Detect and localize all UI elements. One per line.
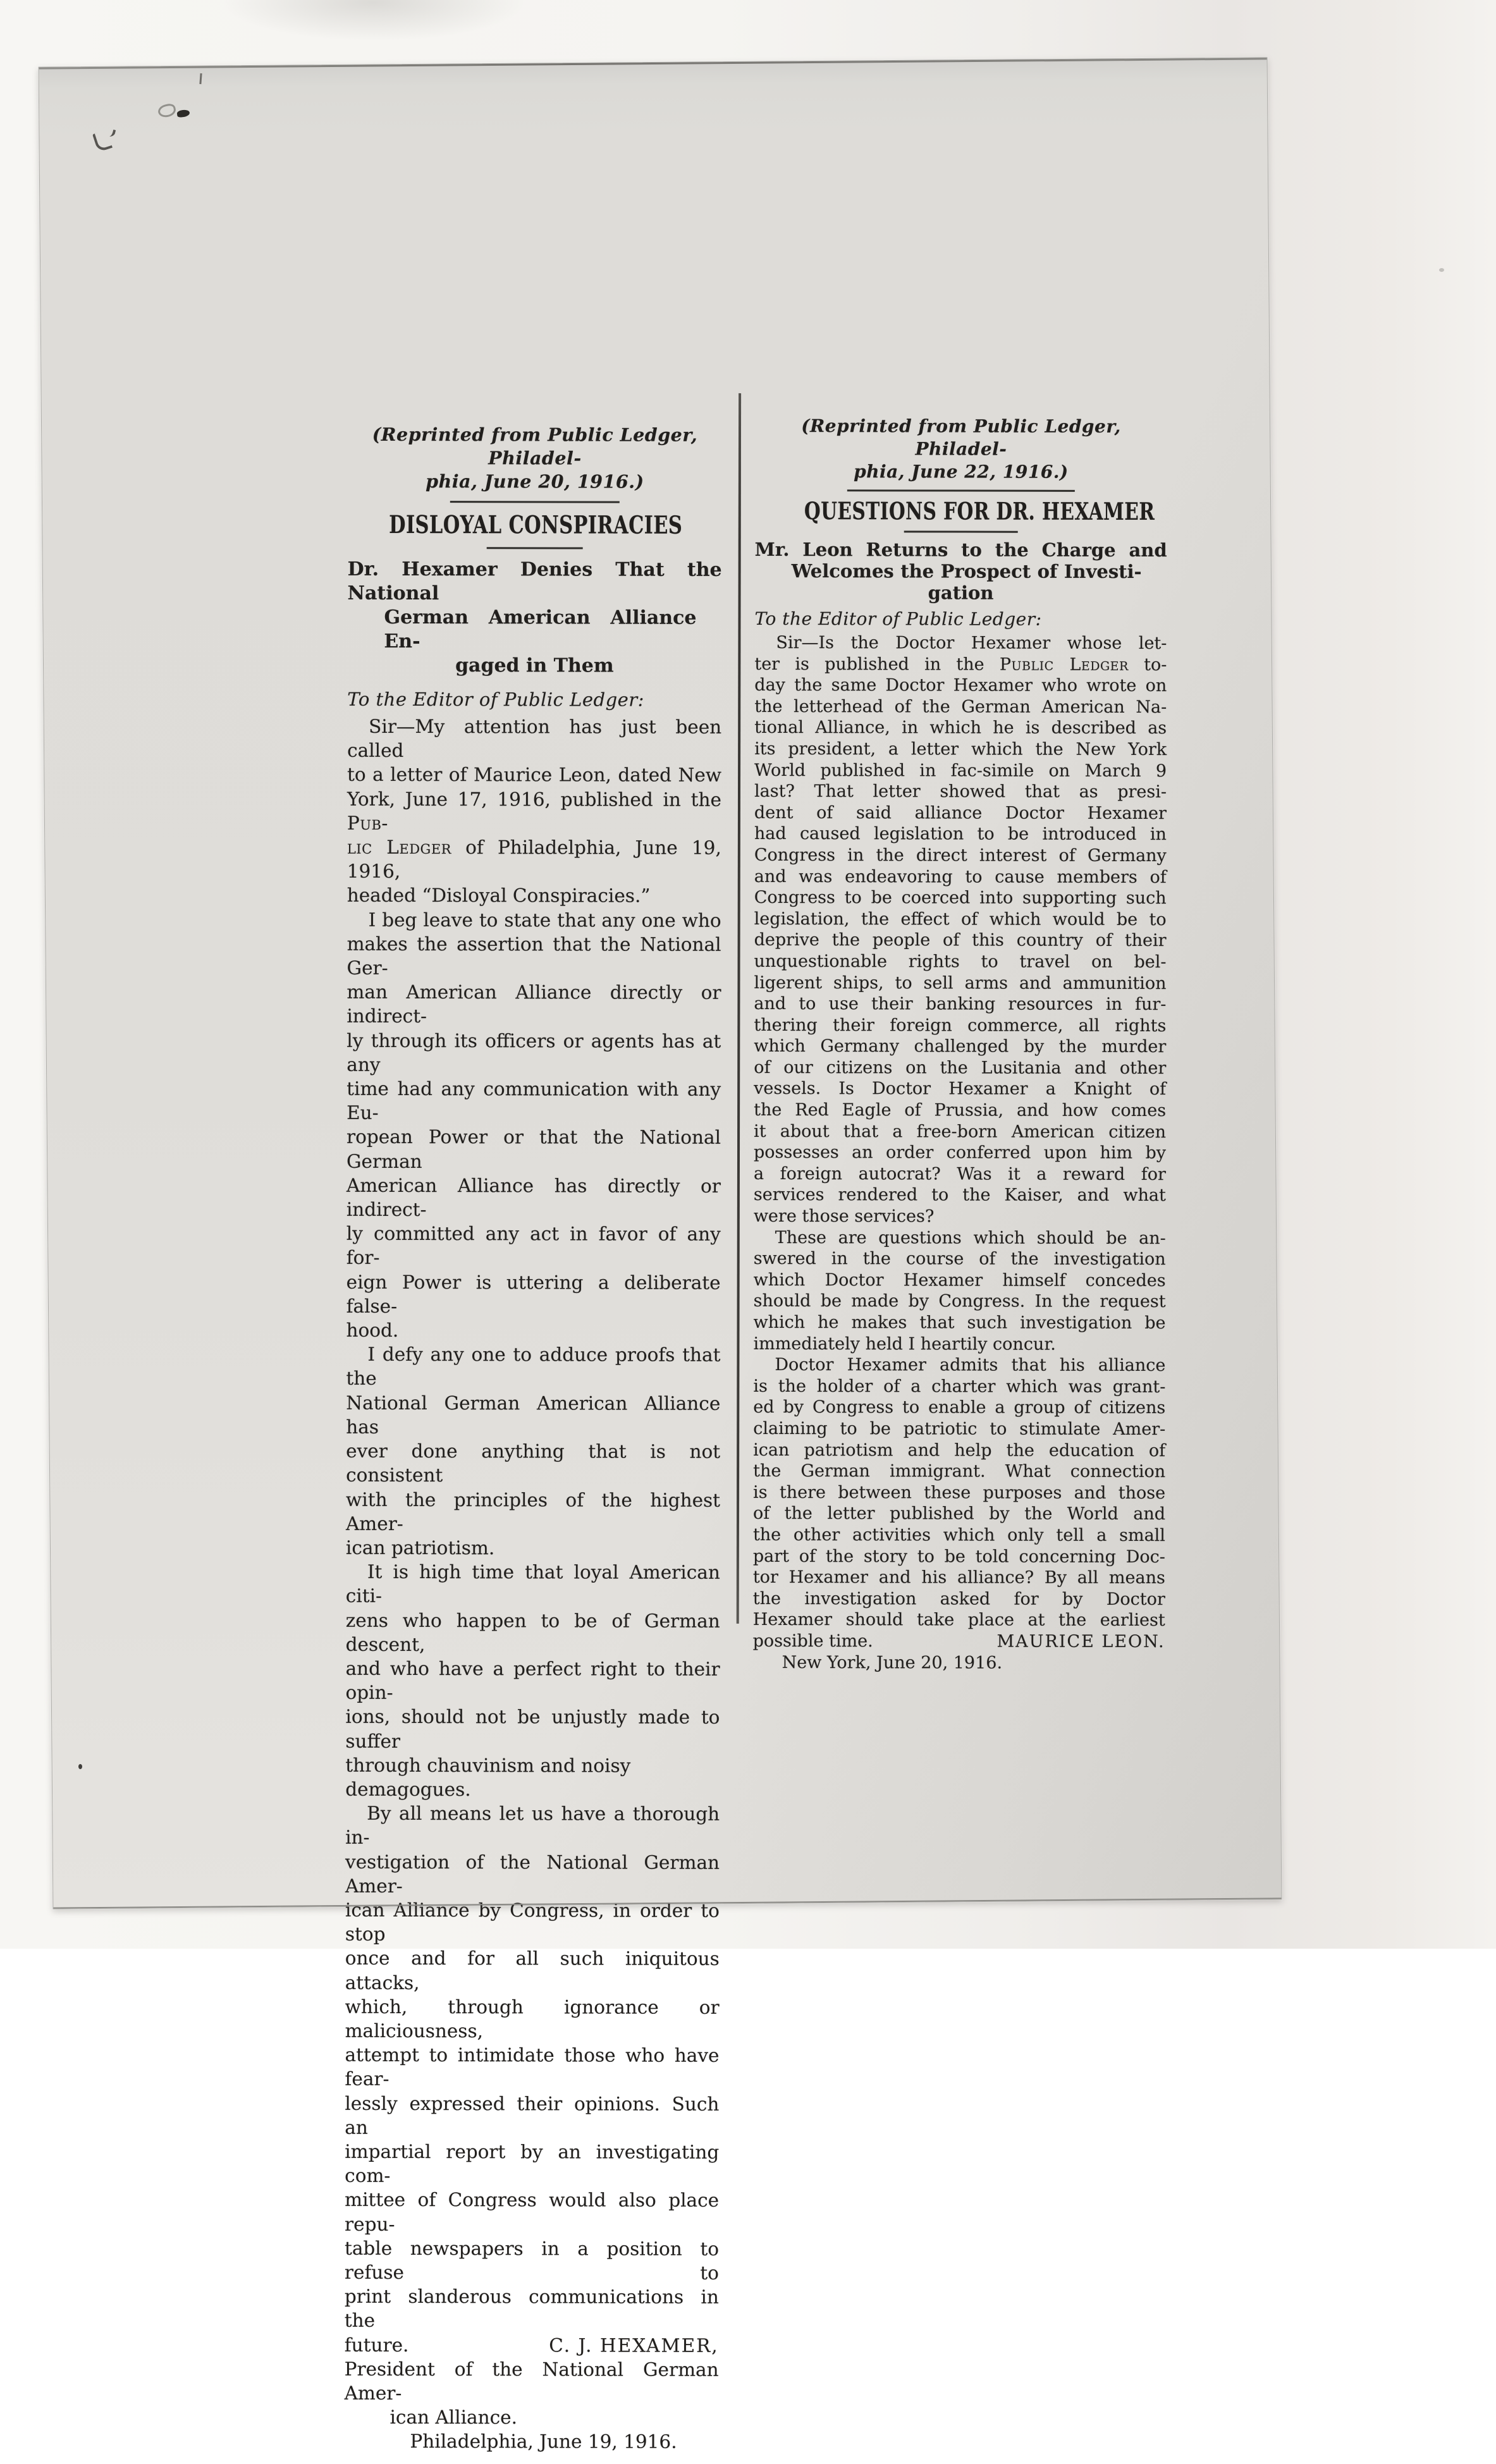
- text-line: which Germany challenged by the murder: [754, 1036, 1167, 1057]
- text-line: possible time. MAURICE LEON.: [752, 1631, 1165, 1652]
- text-line: table newspapers in a position to refuse to: [344, 2237, 720, 2284]
- text-line: hood.: [346, 1319, 399, 1342]
- text-line: New York, June 20, 1916.: [782, 1652, 1003, 1673]
- text-line: possesses an order conferred upon him by: [753, 1143, 1167, 1163]
- text-line: It is high time that loyal American citi-: [345, 1561, 720, 1607]
- text-line: and to use their banking resources in fur-: [754, 994, 1167, 1015]
- text-line: which Doctor Hexamer himself concedes: [753, 1270, 1166, 1290]
- text-line: should be made by Congress. In the request: [753, 1291, 1166, 1312]
- text-line: gation: [928, 582, 994, 604]
- text-line: of our citizens on the Lusitania and other: [754, 1057, 1167, 1078]
- reprint-note: [348, 423, 722, 494]
- text-line: impartial report by an investigating com-: [345, 2140, 720, 2187]
- text-line: Sir—My attention has just been called: [347, 715, 722, 762]
- text-line: By all means let us have a thorough in-: [345, 1803, 720, 1849]
- printed-content: [344, 415, 1189, 2453]
- text-line: mittee of Congress would also place repu-: [345, 2189, 720, 2235]
- text-line: part of the story to be told concerning Doc-: [752, 1546, 1165, 1567]
- text-line: the German immigrant. What connection: [753, 1461, 1166, 1482]
- text-line: phia, June 22, 1916.): [854, 461, 1069, 482]
- text-line: ican patriotism.: [345, 1536, 495, 1559]
- text-line: the letterhead of the German American Na-: [754, 696, 1167, 717]
- text-line: I defy any one to adduce proofs that the: [346, 1344, 721, 1390]
- text-line: National German American Alliance has: [346, 1392, 721, 1438]
- text-line: attempt to intimidate those who have fear-: [345, 2044, 720, 2090]
- left-article: [344, 423, 722, 2455]
- text-line: Dr. Hexamer Denies That the National: [347, 558, 722, 605]
- text-line: lic Ledger of Philadelphia, June 19, 1916,: [346, 836, 721, 883]
- headline-rule-bottom: [487, 547, 583, 549]
- text-line: Welcomes the Prospect of Investi-: [791, 560, 1142, 583]
- text-line: President of the National German Amer-: [344, 2358, 719, 2405]
- text-line: once and for all such iniquitous attacks,: [345, 1947, 720, 1994]
- text-line: ly through its officers or agents has at any: [346, 1029, 721, 1076]
- column-divider-rule: [737, 393, 741, 1624]
- text-line: World published in fac-simile on March 9: [754, 760, 1167, 781]
- text-line: York, June 17, 1916, published in the Pub-: [346, 788, 722, 834]
- text-line: swered in the course of the investigation: [753, 1249, 1166, 1270]
- text-line: Congress to be coerced into supporting such: [754, 888, 1167, 909]
- headline-rule-bottom: [904, 530, 1018, 532]
- text-line: vessels. Is Doctor Hexamer a Knight of: [754, 1079, 1167, 1100]
- text-line: headed “Disloyal Conspiracies.”: [346, 885, 651, 907]
- text-line: were those services?: [753, 1206, 935, 1227]
- headline-rule-top: [450, 501, 620, 503]
- headline-rule-top: [847, 489, 1075, 492]
- text-line: ican Alliance.: [389, 2406, 518, 2429]
- text-line: German American Alliance En-: [384, 606, 697, 653]
- text-line: the other activities which only tell a small: [752, 1524, 1165, 1546]
- text-line: deprive the people of this country of their: [754, 930, 1167, 951]
- article-headline-text: QUESTIONS FOR DR. HEXAMER: [804, 496, 1155, 526]
- text-line: immediately held I heartily concur.: [753, 1333, 1056, 1354]
- text-line: which, through ignorance or maliciousness,: [345, 1995, 720, 2042]
- article-deck: [755, 539, 1167, 604]
- text-line: ligerent ships, to sell arms and ammunition: [754, 972, 1167, 993]
- salutation: To the Editor of Public Ledger:: [347, 688, 644, 711]
- text-line: Congress in the direct interest of Germany: [754, 845, 1167, 866]
- right-article: [753, 415, 1167, 1674]
- text-line: phia, June 20, 1916.): [426, 470, 644, 493]
- text-line: and was endeavoring to cause members of: [754, 866, 1167, 887]
- text-line: These are questions which should be an-: [775, 1227, 1166, 1248]
- text-line: of the letter published by the World and: [752, 1504, 1166, 1524]
- text-line: is the holder of a charter which was grant-: [753, 1376, 1166, 1397]
- text-line: last? That letter showed that as presi-: [754, 781, 1167, 802]
- article-headline-text: DISLOYAL CONSPIRACIES: [389, 510, 683, 540]
- article-headline: [755, 498, 1167, 525]
- text-line: unquestionable rights to travel on bel-: [754, 951, 1167, 972]
- text-line: with the principles of the highest Amer-: [345, 1488, 721, 1535]
- text-line: future. C. J. HEXAMER,: [344, 2334, 719, 2357]
- text-line: legislation, the effect of which would be to: [754, 909, 1167, 929]
- text-line: tor Hexamer and his alliance? By all means: [752, 1567, 1165, 1588]
- text-line: Philadelphia, June 19, 1916.: [410, 2430, 677, 2453]
- text-line: Hexamer should take place at the earliest: [752, 1610, 1165, 1631]
- text-line: ions, should not be unjustly made to suffer: [345, 1706, 720, 1752]
- text-line: ter is published in the Public Ledger to-: [754, 654, 1167, 675]
- article-deck: [347, 558, 721, 678]
- text-line: the investigation asked for by Doctor: [752, 1588, 1165, 1609]
- text-line: I beg leave to state that any one who: [368, 909, 721, 931]
- article-body: [344, 714, 721, 2455]
- text-line: a foreign autocrat? Was it a reward for: [753, 1163, 1166, 1184]
- text-line: (Reprinted from Public Ledger, Philadel-: [372, 423, 698, 469]
- text-line: lessly expressed their opinions. Such an: [345, 2092, 720, 2138]
- text-line: American Alliance has directly or indirect-: [346, 1174, 721, 1221]
- text-line: tional Alliance, in which he is described as: [754, 718, 1167, 739]
- text-line: (Reprinted from Public Ledger, Philadel-: [801, 415, 1121, 460]
- text-line: Sir—Is the Doctor Hexamer whose let-: [776, 633, 1167, 654]
- text-line: eign Power is uttering a deliberate false-: [346, 1271, 721, 1317]
- text-line: through chauvinism and noisy demagogues.: [345, 1754, 631, 1801]
- article-body: [753, 632, 1167, 1674]
- text-line: ican patriotism and help the education of: [753, 1440, 1166, 1461]
- text-line: print slanderous communications in the: [344, 2286, 719, 2332]
- text-line: dent of said alliance Doctor Hexamer: [754, 802, 1167, 823]
- text-line: had caused legislation to be introduced in: [754, 824, 1167, 845]
- text-line: ican Alliance by Congress, in order to stop: [345, 1899, 720, 1946]
- text-line: thering their foreign commerce, all rights: [754, 1015, 1167, 1036]
- reprint-note: [755, 415, 1167, 484]
- text-line: ever done anything that is not consistent: [346, 1440, 721, 1486]
- text-line: claiming to be patriotic to stimulate Amer-: [753, 1418, 1166, 1440]
- text-line: is there between these purposes and those: [753, 1482, 1166, 1503]
- text-line: Mr. Leon Returns to the Charge and: [754, 538, 1167, 561]
- salutation: To the Editor of Public Ledger:: [754, 608, 1042, 630]
- text-line: to a letter of Maurice Leon, dated New: [347, 764, 722, 787]
- text-line: its president, a letter which the New York: [754, 739, 1167, 760]
- text-line: the Red Eagle of Prussia, and how comes: [754, 1100, 1167, 1121]
- text-line: Doctor Hexamer admits that his alliance: [775, 1355, 1166, 1376]
- text-line: ed by Congress to enable a group of citizens: [753, 1397, 1166, 1418]
- text-line: zens who happen to be of German descent,: [345, 1609, 720, 1655]
- text-line: time had any communication with any Eu-: [346, 1077, 721, 1124]
- text-line: services rendered to the Kaiser, and what: [753, 1185, 1166, 1206]
- text-line: day the same Doctor Hexamer who wrote on: [754, 675, 1167, 696]
- text-line: it about that a free-born American citizen: [754, 1121, 1167, 1142]
- text-line: vestigation of the National German Amer-: [345, 1851, 720, 1897]
- article-headline: [348, 512, 722, 539]
- text-line: ly committed any act in favor of any for-: [346, 1223, 721, 1269]
- text-line: makes the assertion that the National Ger-: [346, 933, 721, 979]
- text-line: gaged in Them: [455, 654, 614, 677]
- text-line: which he makes that such investigation be: [753, 1312, 1166, 1333]
- text-line: man American Alliance directly or indirect-: [346, 981, 721, 1027]
- text-line: ropean Power or that the National German: [346, 1126, 721, 1172]
- text-line: and who have a perfect right to their opin-: [345, 1657, 720, 1704]
- paper-sheet: [39, 57, 1282, 2453]
- scan-speck: [1439, 268, 1444, 272]
